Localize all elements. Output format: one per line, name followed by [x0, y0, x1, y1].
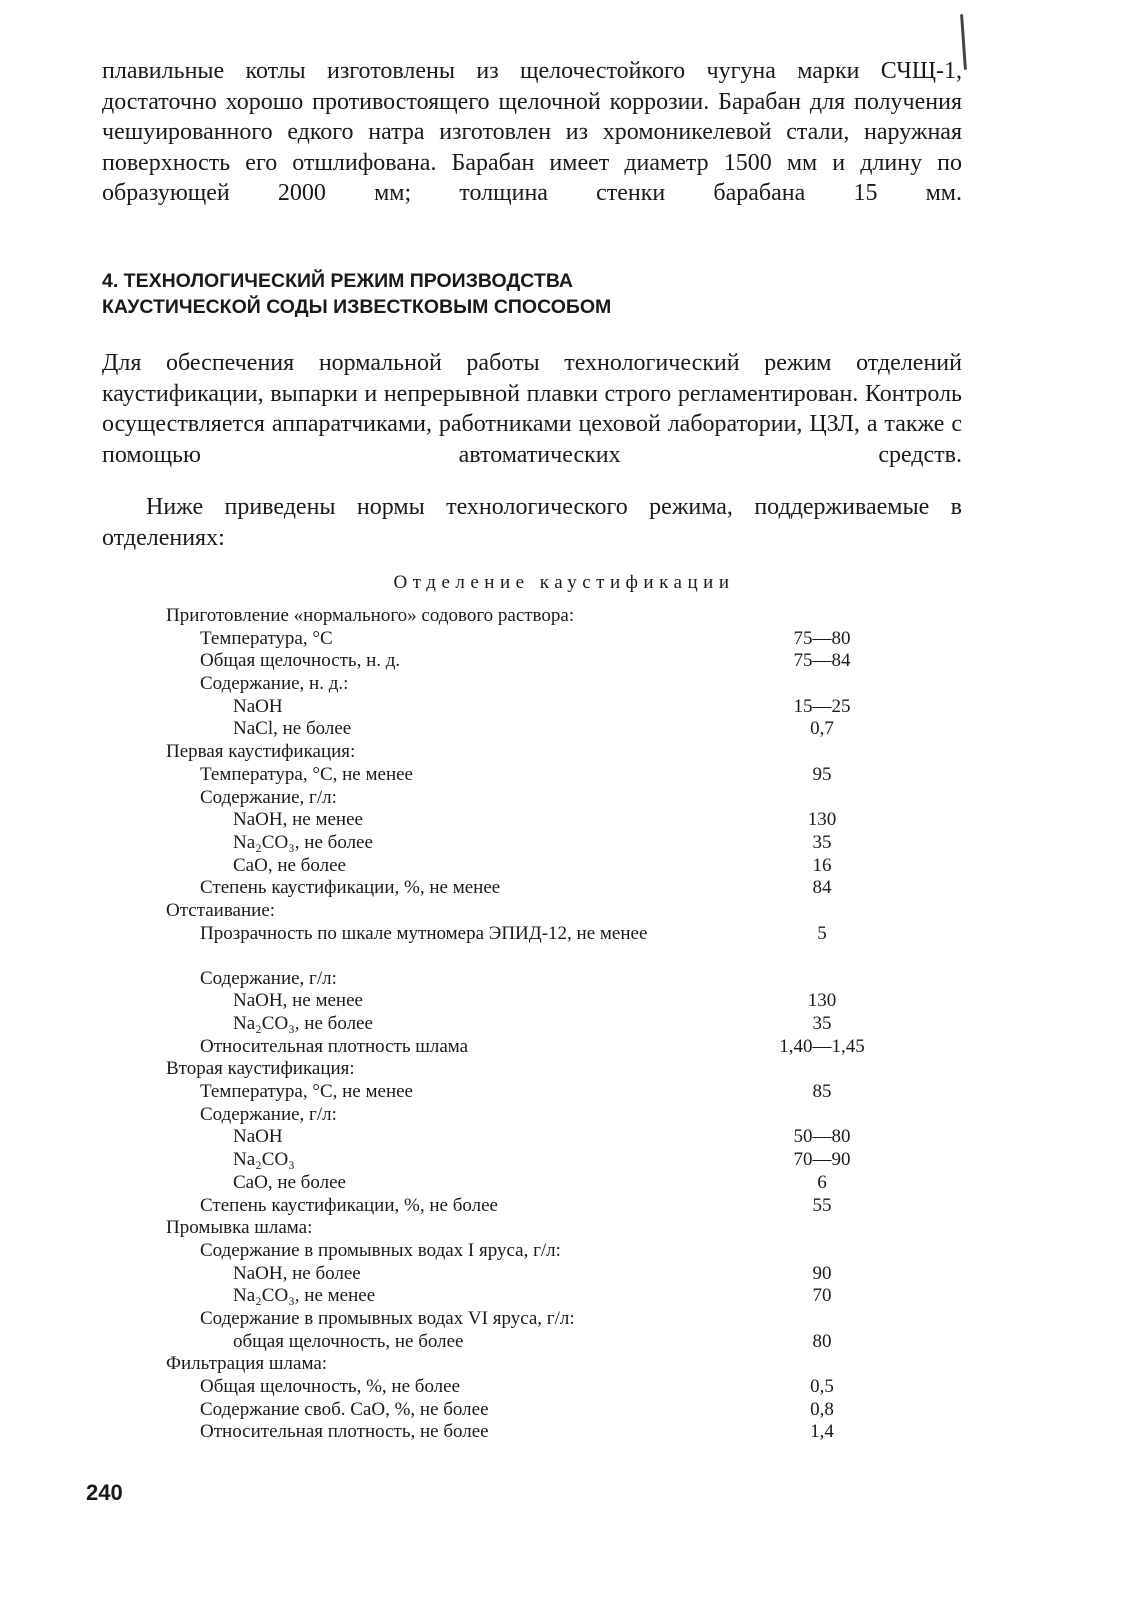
table-row-label: Промывка шлама:: [166, 1217, 313, 1239]
table-row-label: Общая щелочность, %, не более: [200, 1376, 461, 1397]
table-row-value: 95: [812, 763, 832, 785]
table-row-label: Относительная плотность, не более: [200, 1421, 489, 1443]
table-row-value: 16: [812, 854, 832, 876]
norms-table: [0, 605, 1128, 1444]
table-row-value: 5: [817, 922, 827, 944]
table-row-label: Содержание, н. д.:: [200, 673, 349, 695]
table-row-value: 1,40—1,45: [779, 1035, 865, 1057]
table-row-value: 35: [812, 1013, 832, 1034]
paragraph-regime-control: Для обеспечения нормальной работы технологический режим отделений каустификации, выпарки и непрерывной плавки строго регламентирован. Контроль осуществляется аппаратчиками, работниками цеховой лаборатории, ЦЗЛ, а также с помощью автоматических средств.: [102, 350, 962, 468]
table-row-value: 50—80: [793, 1126, 851, 1148]
section-heading-line-2: КАУСТИЧЕСКОЙ СОДЫ ИЗВЕСТКОВЫМ СПОСОБОМ: [102, 296, 612, 318]
table-row-label: Отстаивание:: [166, 899, 276, 921]
table-row-label: Содержание в промывных водах VI яруса, г/л:: [200, 1307, 575, 1329]
table-row-value: 130: [807, 990, 837, 1012]
table-row-value: 90: [812, 1262, 832, 1284]
table-row-label: Фильтрация шлама:: [166, 1353, 328, 1375]
table-row-label: Степень каустификации, %, не менее: [200, 877, 501, 899]
table-row-label: общая щелочность, не более: [233, 1330, 464, 1352]
table-row-value: 6: [817, 1171, 827, 1193]
table-row-label: Общая щелочность, н. д.: [200, 650, 401, 672]
table-row-value: 80: [812, 1330, 832, 1352]
table-row-label: Вторая каустификация:: [166, 1058, 355, 1080]
table-row-label: NaOH, не более: [233, 1262, 361, 1284]
subsection-title: Отделение каустификации: [393, 572, 735, 593]
table-row-label: CaO, не более: [233, 1171, 346, 1193]
table-row-label: Температура, °С, не менее: [200, 1081, 413, 1103]
page-number: 240: [86, 1480, 123, 1505]
table-row-label: NaOH, не менее: [233, 990, 363, 1012]
table-row-label: Степень каустификации, %, не более: [200, 1194, 498, 1216]
table-row-value: 70—90: [793, 1149, 851, 1171]
table-row-value: 1,4: [810, 1421, 834, 1443]
table-row-value: 75—84: [793, 650, 851, 672]
table-row-label: Содержание своб. CaO, %, не более: [200, 1398, 489, 1420]
table-row-label: Температура, °С, не менее: [200, 763, 413, 785]
table-row-label: Na₂CO₃, не менее: [233, 1285, 376, 1307]
table-row-label: Na₂CO₃: [233, 1149, 295, 1171]
table-row-label: CaO, не более: [233, 854, 346, 876]
section-heading-line-1: 4. ТЕХНОЛОГИЧЕСКИЙ РЕЖИМ ПРОИЗВОДСТВА: [102, 270, 574, 292]
table-row-label: Na₂CO₃, не более: [233, 831, 373, 853]
table-row-label: Температура, °С: [200, 627, 333, 649]
table-row-label: NaOH: [233, 1126, 283, 1148]
table-row-value: 130: [807, 809, 837, 831]
section-heading: [102, 268, 962, 320]
table-row-value: 0,5: [810, 1376, 834, 1397]
paragraph-norms-intro: Ниже приведены нормы технологического режима, поддерживаемые в отделениях:: [102, 494, 962, 551]
table-row-value: 84: [812, 877, 832, 899]
table-row-label: Na₂CO₃, не более: [233, 1013, 373, 1034]
table-row-value: 55: [812, 1194, 832, 1216]
paragraph-boiler-description: плавильные котлы изготовлены из щелочестойкого чугуна марки СЧЩ-1, достаточно хорошо противостоящего щелочной коррозии. Барабан для получения чешуированного едкого натра изготовлен из хромоникелевой стали, наружная поверхность его отшлифована. Барабан имеет диаметр 1500 мм и длину по образующей 2000 мм; толщина стенки барабана 15 мм.: [102, 58, 962, 206]
table-row-label: Приготовление «нормального» содового раствора:: [166, 605, 575, 626]
table-row-label: NaCl, не более: [233, 718, 352, 740]
table-row-value: 15—25: [793, 695, 851, 717]
table-row-label: Первая каустификация:: [166, 741, 356, 763]
table-row-value: 85: [812, 1081, 832, 1103]
table-row-label: Содержание, г/л:: [200, 786, 337, 808]
table-row-value: 70: [812, 1285, 832, 1307]
table-row-value: 0,7: [810, 718, 834, 740]
table-row-label: NaOH, не менее: [233, 809, 363, 831]
table-row-label: Относительная плотность шлама: [200, 1035, 469, 1057]
table-row-value: 75—80: [793, 627, 851, 649]
table-row-label: NaOH: [233, 695, 283, 717]
table-row-value: 0,8: [810, 1398, 834, 1420]
table-row-label: Содержание, г/л:: [200, 967, 337, 989]
table-row-label: Содержание, г/л:: [200, 1103, 337, 1125]
table-row-label: Прозрачность по шкале мутномера ЭПИД-12, не менее: [200, 922, 648, 944]
table-row-label: Содержание в промывных водах I яруса, г/л:: [200, 1239, 561, 1261]
table-row-value: 35: [812, 831, 832, 853]
